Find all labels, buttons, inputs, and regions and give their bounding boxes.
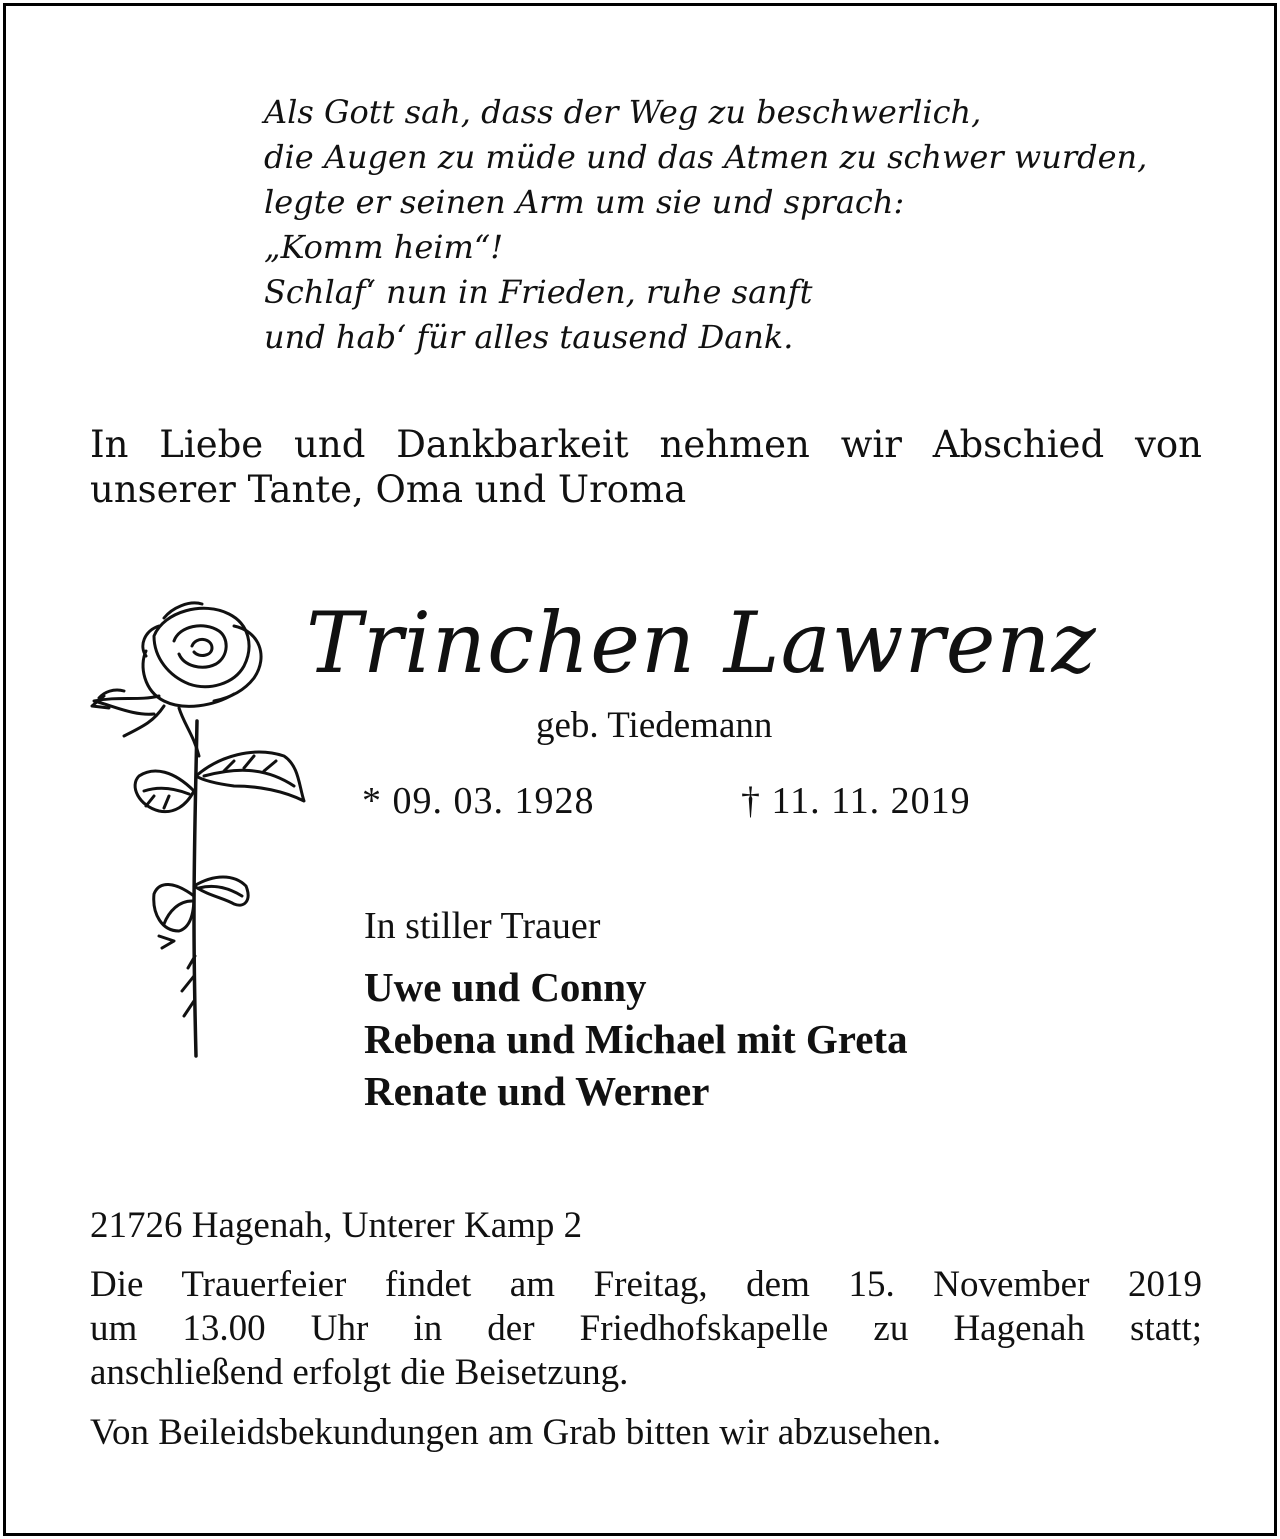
rose-icon: [84, 596, 314, 1066]
mourner-list: [364, 961, 908, 1117]
mourner-name: Renate und Werner: [364, 1068, 710, 1114]
birth-name: geb. Tiedemann: [536, 705, 773, 746]
funeral-line: Die Trauerfeier findet am Freitag, dem 15. November 2019: [90, 1264, 1202, 1305]
poem-line: Als Gott sah, dass der Weg zu beschwerlich,: [264, 93, 982, 131]
condolence-note: Von Beileidsbekundungen am Grab bitten wir abzusehen.: [90, 1412, 942, 1453]
deceased-name: Trinchen Lawrenz: [306, 594, 1097, 692]
intro-line: In Liebe und Dankbarkeit nehmen wir Abschied von: [90, 423, 1202, 466]
obituary-notice-frame: [3, 3, 1277, 1536]
poem-line: „Komm heim“!: [264, 228, 504, 266]
mourner-name: Rebena und Michael mit Greta: [364, 1016, 908, 1062]
funeral-details: [90, 1263, 1202, 1395]
birth-date: * 09. 03. 1928: [362, 780, 595, 822]
poem-line: Schlaf‘ nun in Frieden, ruhe sanft: [264, 273, 813, 311]
poem-line: die Augen zu müde und das Atmen zu schwer wurden,: [264, 138, 1148, 176]
poem-line: legte er seinen Arm um sie und sprach:: [264, 183, 905, 221]
poem-line: und hab‘ für alles tausend Dank.: [264, 318, 794, 356]
funeral-line: anschließend erfolgt die Beisetzung.: [90, 1352, 629, 1393]
mourner-name: Uwe und Conny: [364, 964, 647, 1010]
death-date: † 11. 11. 2019: [741, 780, 971, 822]
farewell-intro: [90, 422, 1202, 512]
funeral-line: um 13.00 Uhr in der Friedhofskapelle zu Hagenah statt;: [90, 1308, 1202, 1349]
poem: [264, 90, 1224, 360]
mourning-label: In stiller Trauer: [364, 905, 601, 947]
address: 21726 Hagenah, Unterer Kamp 2: [90, 1205, 583, 1246]
intro-line: unserer Tante, Oma und Uroma: [90, 468, 687, 511]
